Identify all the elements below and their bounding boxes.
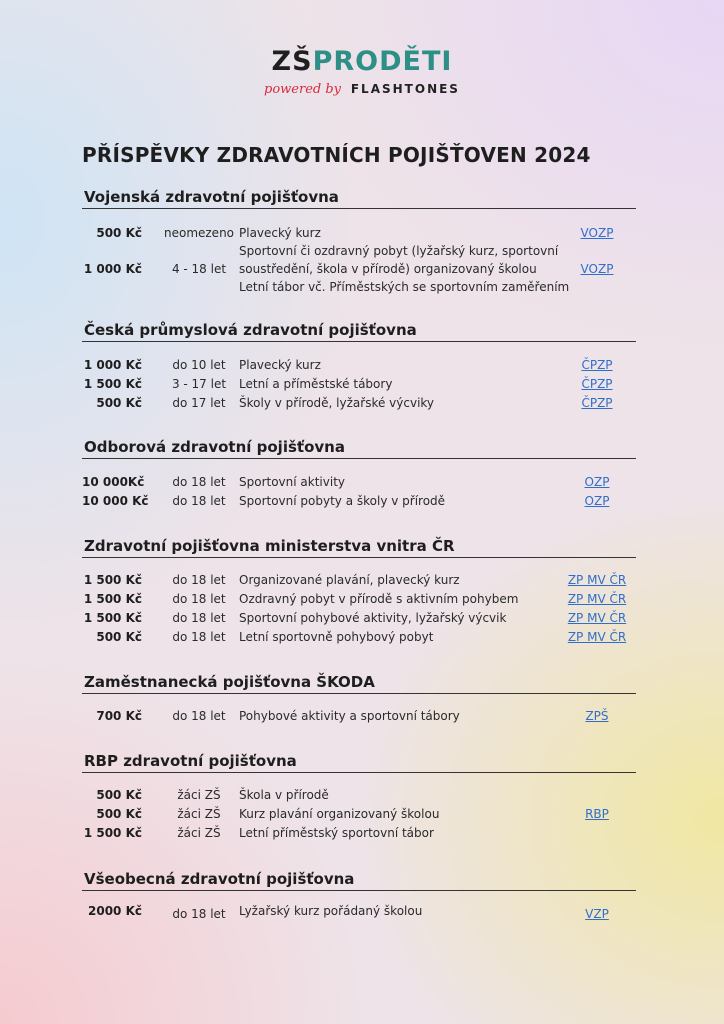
section-cpzp <box>82 319 636 410</box>
section-ozp <box>82 436 636 508</box>
section-vozp <box>82 186 636 294</box>
amount: 500 Kč <box>96 788 142 802</box>
age-range: do 18 let <box>172 494 226 508</box>
logo-wordmark <box>0 47 724 77</box>
description: Ozdravný pobyt v přírodě s aktivním pohybem <box>239 592 519 606</box>
section-heading: Vojenská zdravotní pojišťovna <box>82 186 636 209</box>
amount: 1 500 Kč <box>83 377 142 391</box>
age-range: žáci ZŠ <box>177 826 221 840</box>
logo <box>0 47 724 98</box>
age-range: do 17 let <box>172 396 226 410</box>
description: Letní příměstský sportovní tábor <box>239 826 434 840</box>
description: Pohybové aktivity a sportovní tábory <box>239 709 460 723</box>
insurer-link[interactable]: VZP <box>585 907 609 921</box>
logo-brand: FLASHTONES <box>350 82 460 96</box>
insurer-link[interactable]: ČPZP <box>581 358 613 372</box>
description: Sportovní aktivity <box>239 475 345 489</box>
amount: 700 Kč <box>96 709 142 723</box>
section-zps <box>82 671 636 723</box>
section-heading: Zaměstnanecká pojišťovna ŠKODA <box>82 671 636 694</box>
description: Školy v přírodě, lyžařské výcviky <box>239 396 435 410</box>
description: Sportovní pohybové aktivity, lyžařský výcvik <box>239 611 507 625</box>
description: Kurz plavání organizovaný školou <box>239 807 440 821</box>
section-heading: RBP zdravotní pojišťovna <box>82 750 636 773</box>
amount: 500 Kč <box>96 807 142 821</box>
amount: 500 Kč <box>96 630 142 644</box>
insurer-link[interactable]: ZP MV ČR <box>567 611 627 625</box>
description: Škola v přírodě <box>239 788 329 802</box>
logo-prodeti: PRODĚTI <box>312 46 453 77</box>
description: Sportovní či ozdravný pobyt (lyžařský kurz, sportovní <box>239 244 559 258</box>
age-range: do 18 let <box>172 573 226 587</box>
age-range: do 18 let <box>172 907 226 921</box>
amount: 1 000 Kč <box>83 358 142 372</box>
section-heading: Odborová zdravotní pojišťovna <box>82 436 636 459</box>
insurer-link[interactable]: ZPŠ <box>585 709 609 723</box>
section-zpmvcr <box>82 535 636 644</box>
description: Organizované plavání, plavecký kurz <box>239 573 460 587</box>
description: Sportovní pobyty a školy v přírodě <box>239 494 446 508</box>
description: Plavecký kurz <box>239 358 321 372</box>
section-rbp <box>82 750 636 840</box>
age-range: do 18 let <box>172 592 226 606</box>
logo-zs: ZŠ <box>271 46 313 77</box>
description: Plavecký kurz <box>239 226 321 240</box>
description: Lyžařský kurz pořádaný školou <box>239 904 423 918</box>
amount: 1 500 Kč <box>83 826 142 840</box>
page-title: PŘÍSPĚVKY ZDRAVOTNÍCH POJIŠŤOVEN 2024 <box>82 143 591 167</box>
insurer-link[interactable]: RBP <box>585 807 609 821</box>
age-range: neomezeno <box>163 226 235 240</box>
age-range: 3 - 17 let <box>171 377 227 391</box>
age-range: do 10 let <box>172 358 226 372</box>
age-range: žáci ZŠ <box>177 788 221 802</box>
amount: 2000 Kč <box>88 904 142 918</box>
insurer-link[interactable]: OZP <box>584 475 610 489</box>
insurer-link[interactable]: ČPZP <box>581 377 613 391</box>
logo-subline <box>0 81 724 98</box>
age-range: do 18 let <box>172 611 226 625</box>
amount: 1 500 Kč <box>83 611 142 625</box>
logo-powered-by: powered by <box>264 82 342 97</box>
section-heading: Zdravotní pojišťovna ministerstva vnitra ČR <box>82 535 636 558</box>
amount: 1 500 Kč <box>83 573 142 587</box>
amount: 10 000 Kč <box>82 494 149 508</box>
section-vzp <box>82 868 636 921</box>
insurer-link[interactable]: OZP <box>584 494 610 508</box>
description: soustředění, škola v přírodě) organizovaný školou <box>239 262 537 276</box>
age-range: do 18 let <box>172 709 226 723</box>
age-range: 4 - 18 let <box>171 262 227 276</box>
amount: 1 000 Kč <box>83 262 142 276</box>
age-range: žáci ZŠ <box>177 807 221 821</box>
insurer-link[interactable]: ZP MV ČR <box>567 573 627 587</box>
insurer-link[interactable]: VOZP <box>580 262 614 276</box>
section-heading: Všeobecná zdravotní pojišťovna <box>82 868 636 891</box>
insurer-link[interactable]: VOZP <box>580 226 614 240</box>
age-range: do 18 let <box>172 630 226 644</box>
amount: 10 000Kč <box>82 475 145 489</box>
amount: 500 Kč <box>96 396 142 410</box>
insurer-link[interactable]: ZP MV ČR <box>567 630 627 644</box>
insurer-link[interactable]: ČPZP <box>581 396 613 410</box>
amount: 500 Kč <box>96 226 142 240</box>
description: Letní tábor vč. Příměstských se sportovním zaměřením <box>239 280 570 294</box>
section-heading: Česká průmyslová zdravotní pojišťovna <box>82 319 636 342</box>
insurer-link[interactable]: ZP MV ČR <box>567 592 627 606</box>
amount: 1 500 Kč <box>83 592 142 606</box>
description: Letní sportovně pohybový pobyt <box>239 630 434 644</box>
age-range: do 18 let <box>172 475 226 489</box>
description: Letní a příměstské tábory <box>239 377 393 391</box>
